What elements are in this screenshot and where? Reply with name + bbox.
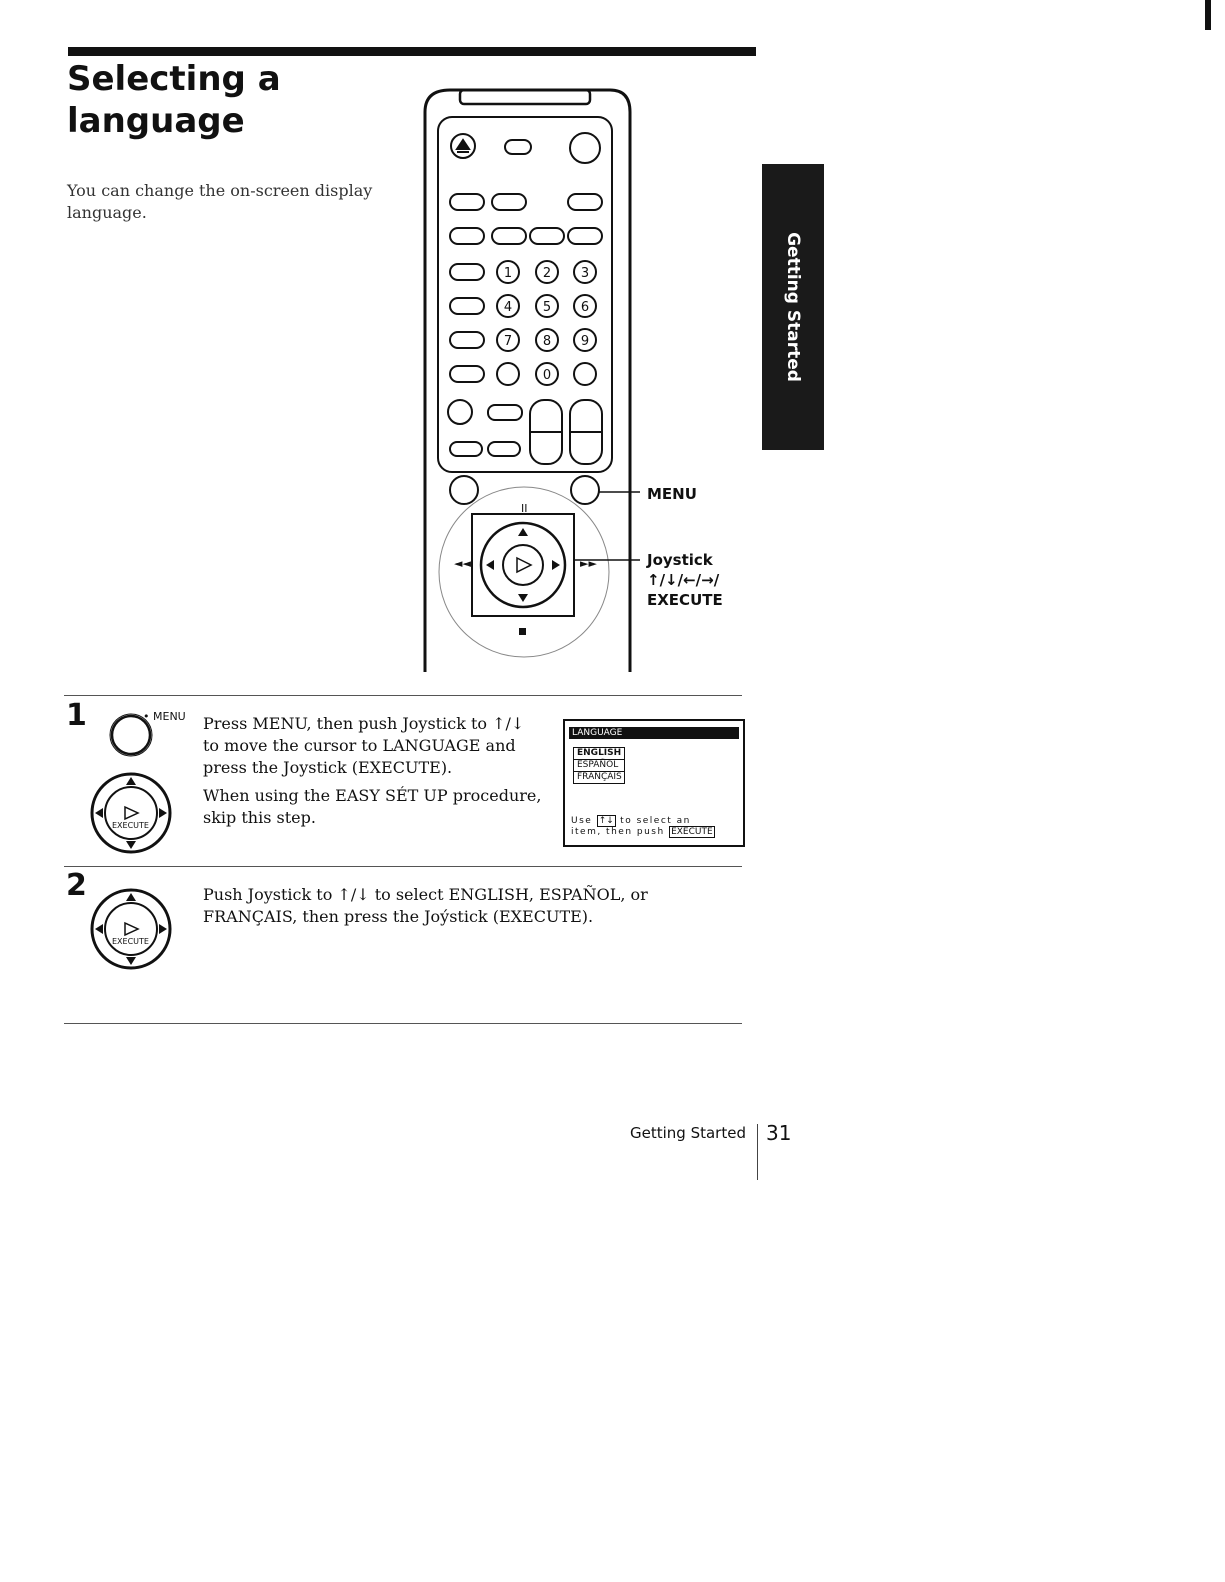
step-2-top-rule: [64, 866, 742, 867]
joystick-arrows: [486, 528, 560, 602]
step-2-instructions: [203, 884, 723, 928]
step-1-instructions: [203, 713, 553, 829]
top-rule: [68, 47, 756, 56]
keypad-label-7: 7: [503, 334, 513, 349]
keypad-label-8: 8: [542, 334, 552, 349]
lower-buttons: [448, 400, 602, 464]
page-number: 31: [766, 1121, 792, 1145]
step-1-menu-label: • MENU: [143, 710, 186, 723]
help-mid: to select an: [620, 816, 691, 826]
help-arrows-icon: ↑↓: [598, 816, 614, 826]
joystick-callout-line-1: Joystick: [647, 551, 713, 569]
number-keypad: [497, 261, 596, 385]
help-line-2: item, then push: [571, 827, 665, 837]
top-buttons: [451, 133, 600, 163]
joystick-callout: [647, 550, 723, 610]
section-side-tab: [762, 164, 824, 450]
language-menu-help: [571, 816, 741, 838]
step-1-joystick-icon: [88, 770, 174, 856]
intro-text: You can change the on-screen display language.: [67, 181, 373, 222]
language-option-francais[interactable]: FRANÇAIS: [573, 771, 625, 784]
step-2-text-line-2: FRANÇAIS, then press the Joýstick (EXECUTE).: [203, 907, 594, 926]
section-side-tab-label: Getting Started: [783, 232, 803, 382]
joystick-callout-line-3: EXECUTE: [647, 591, 723, 609]
menu-callout: [647, 484, 697, 504]
step-1-text-line-2: to move the cursor to LANGUAGE and: [203, 736, 516, 755]
remote-control-illustration: [420, 82, 640, 682]
step-1-number: 1: [66, 698, 87, 733]
footer-divider: [757, 1124, 758, 1180]
step-1-execute-label: EXECUTE: [112, 821, 149, 830]
step-2-number: 2: [66, 868, 87, 903]
keypad-label-0: 0: [542, 368, 552, 383]
function-buttons: [450, 194, 602, 382]
footer-section-name: Getting Started: [630, 1124, 746, 1142]
keypad-label-2: 2: [542, 266, 552, 281]
step-1-note-line-2: skip this step.: [203, 808, 316, 827]
keypad-label-3: 3: [580, 266, 590, 281]
step-2-joystick-icon: [88, 886, 174, 972]
title-line-1: Selecting a: [67, 59, 281, 99]
keypad-label-1: 1: [503, 266, 513, 281]
keypad-blank-button-2[interactable]: [574, 363, 596, 385]
keypad-label-4: 4: [503, 300, 513, 315]
page-title: [67, 58, 281, 142]
joystick-callout-line-2: ↑/↓/←/→/: [647, 571, 720, 589]
step-1-text-line-1: Press MENU, then push Joystick to ↑/↓: [203, 714, 525, 733]
title-line-2: language: [67, 101, 245, 141]
language-option-espanol[interactable]: ESPAÑOL: [573, 759, 625, 772]
step-2-execute-label: EXECUTE: [112, 937, 149, 946]
keypad-label-5: 5: [542, 300, 552, 315]
corner-crop-mark: [1205, 0, 1211, 30]
svg-text:◄◄: ◄◄: [454, 557, 471, 570]
language-menu-header: LANGUAGE: [569, 727, 739, 739]
keypad-label-9: 9: [580, 334, 590, 349]
svg-text:II: II: [521, 502, 528, 515]
step-1-top-rule: [64, 695, 742, 696]
keypad-blank-button-1[interactable]: [497, 363, 519, 385]
language-options: [573, 747, 625, 783]
menu-callout-label: MENU: [647, 485, 697, 503]
language-option-english[interactable]: ENGLISH: [573, 747, 625, 760]
step-2-text-line-1: Push Joystick to ↑/↓ to select ENGLISH, ESPAÑOL, or: [203, 885, 648, 904]
language-menu-screen: [563, 719, 745, 847]
keypad-label-6: 6: [580, 300, 590, 315]
svg-text:►►: ►►: [580, 557, 597, 570]
step-1-text-line-3: press the Joystick (EXECUTE).: [203, 758, 453, 777]
step-1-note-line-1: When using the EASY SÉT UP procedure,: [203, 786, 542, 805]
steps-bottom-rule: [64, 1023, 742, 1024]
help-execute: EXECUTE: [671, 827, 713, 837]
help-use: Use: [571, 816, 593, 826]
